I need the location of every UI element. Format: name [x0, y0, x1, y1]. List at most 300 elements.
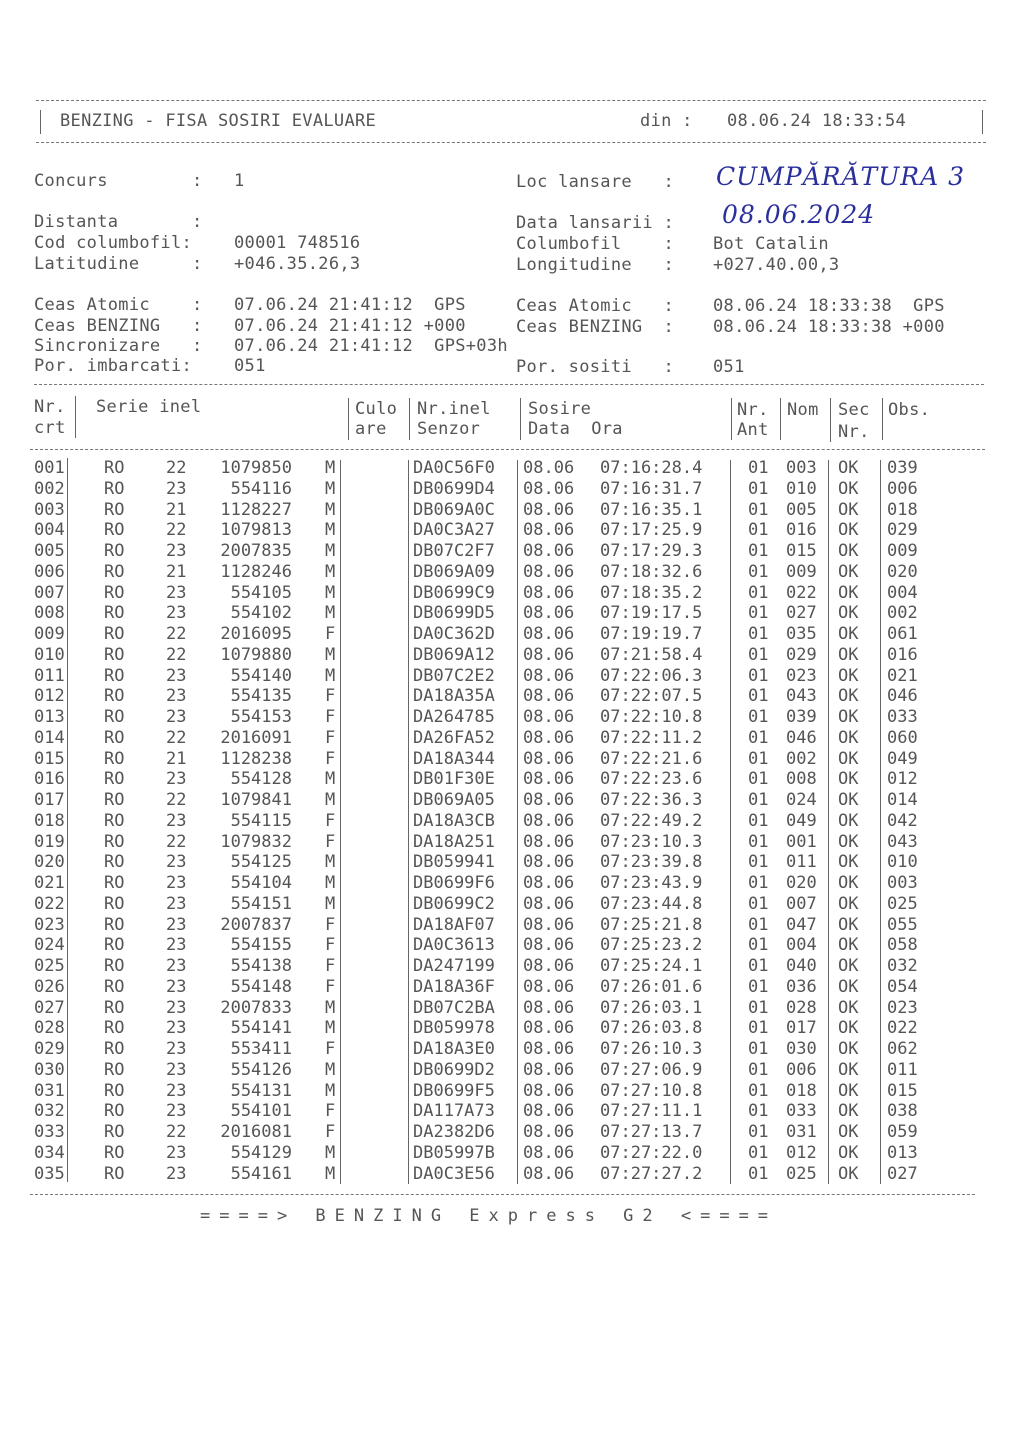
- cell-data: 08.06: [523, 1018, 575, 1039]
- cell-sec: OK: [838, 1101, 859, 1122]
- cell-sex: M: [325, 852, 336, 873]
- cell-nom: 023: [786, 665, 817, 686]
- cell-senzor: DB0699D4: [413, 478, 495, 499]
- table-row: [0, 790, 1024, 811]
- header-left-bar: [40, 110, 41, 134]
- cell-sec: OK: [838, 665, 859, 686]
- cell-senzor: DA0C3E56: [413, 1163, 495, 1184]
- cell-nr: 006: [34, 561, 65, 582]
- cell-sex: M: [325, 458, 336, 478]
- cell-nr: 035: [34, 1163, 65, 1184]
- cell-an: 23: [166, 810, 187, 831]
- cell-inel: 2016081: [220, 1122, 292, 1142]
- ceas-benzing-label: Ceas BENZING :: [34, 316, 203, 336]
- cell-ora: 07:23:44.8: [600, 893, 703, 914]
- hdr-sep-7: [830, 398, 831, 442]
- cell-obs: 032: [887, 956, 918, 976]
- cell-sec: OK: [838, 603, 859, 624]
- cell-nom: 003: [786, 458, 817, 478]
- cell-inel: 1079880: [220, 644, 292, 665]
- cell-nr: 029: [34, 1039, 65, 1059]
- cell-ant: 01: [748, 769, 769, 790]
- table-row: [0, 873, 1024, 894]
- cell-sec: OK: [838, 769, 859, 790]
- cell-senzor: DB0699D5: [413, 603, 495, 624]
- cell-sex: F: [325, 686, 336, 707]
- cell-senzor: DB05997B: [413, 1142, 495, 1163]
- table-row: [0, 956, 1024, 977]
- cell-nom: 024: [786, 790, 817, 810]
- cell-sec: OK: [838, 582, 859, 603]
- ceas-benzing-value: 07.06.24 21:41:12 +000: [234, 316, 466, 336]
- cell-nr: 003: [34, 499, 65, 520]
- cell-ora: 07:16:28.4: [600, 458, 703, 478]
- cell-obs: 021: [887, 665, 918, 686]
- cell-ora: 07:26:01.6: [600, 976, 703, 997]
- cell-data: 08.06: [523, 914, 575, 935]
- cell-ant: 01: [748, 1163, 769, 1184]
- cell-sec: OK: [838, 748, 859, 769]
- imbarcati-value: 051: [234, 356, 266, 376]
- ceas-atomic-label-2: Ceas Atomic :: [516, 296, 675, 316]
- col-sec-1: Sec: [838, 400, 870, 420]
- body-sep-4: [517, 460, 518, 1184]
- cell-sex: F: [325, 935, 336, 956]
- concurs-value: 1: [234, 171, 245, 191]
- cell-obs: 038: [887, 1101, 918, 1122]
- cell-nr: 022: [34, 893, 65, 914]
- cell-nom: 011: [786, 852, 817, 873]
- cell-nr: 021: [34, 873, 65, 893]
- table-row: [0, 728, 1024, 749]
- cell-an: 23: [166, 997, 187, 1018]
- cell-data: 08.06: [523, 893, 575, 914]
- cell-sex: M: [325, 1018, 336, 1039]
- cell-sex: M: [325, 1163, 336, 1184]
- table-row: [0, 624, 1024, 645]
- cell-data: 08.06: [523, 1122, 575, 1142]
- cell-ant: 01: [748, 790, 769, 810]
- cell-ora: 07:18:32.6: [600, 561, 703, 582]
- cell-sec: OK: [838, 541, 859, 561]
- col-sosire-1: Sosire: [528, 399, 592, 419]
- body-sep-5: [730, 460, 731, 1184]
- cell-sec: OK: [838, 873, 859, 893]
- cell-data: 08.06: [523, 873, 575, 893]
- cell-senzor: DA18AF07: [413, 914, 495, 935]
- cell-senzor: DA18A251: [413, 831, 495, 852]
- cell-obs: 009: [887, 541, 918, 561]
- cell-inel: 554105: [230, 582, 292, 603]
- info-bottom-rule: [34, 384, 984, 385]
- cell-inel: 1128246: [220, 561, 292, 582]
- ceas-benzing-label-2: Ceas BENZING :: [516, 317, 675, 337]
- cell-senzor: DA0C56F0: [413, 458, 495, 478]
- cell-inel: 554102: [230, 603, 292, 624]
- cell-data: 08.06: [523, 976, 575, 997]
- cell-nr: 012: [34, 686, 65, 707]
- cell-nr: 002: [34, 478, 65, 499]
- cell-nom: 040: [786, 956, 817, 976]
- table-row: [0, 977, 1024, 998]
- cell-nr: 019: [34, 831, 65, 852]
- hdr-sep-5: [731, 398, 732, 440]
- cell-inel: 554135: [230, 686, 292, 707]
- cell-obs: 043: [887, 831, 918, 852]
- cell-data: 08.06: [523, 624, 575, 644]
- cell-nr: 031: [34, 1080, 65, 1101]
- cell-obs: 020: [887, 561, 918, 582]
- cell-inel: 554155: [230, 935, 292, 956]
- cell-ora: 07:16:31.7: [600, 478, 703, 499]
- cell-data: 08.06: [523, 582, 575, 603]
- cell-an: 22: [166, 520, 187, 541]
- cell-ora: 07:17:29.3: [600, 541, 703, 561]
- cell-inel: 554161: [230, 1163, 292, 1184]
- cell-tara: RO: [104, 893, 125, 914]
- cell-ora: 07:27:06.9: [600, 1059, 703, 1080]
- cell-senzor: DB069A09: [413, 561, 495, 582]
- cell-ant: 01: [748, 852, 769, 873]
- cell-an: 23: [166, 478, 187, 499]
- loc-handwritten-value: CUMPĂRĂTURA 3: [716, 162, 966, 191]
- cell-nr: 030: [34, 1059, 65, 1080]
- cell-senzor: DB07C2BA: [413, 997, 495, 1018]
- table-row: [0, 1018, 1024, 1039]
- cell-nr: 011: [34, 665, 65, 686]
- cell-nom: 029: [786, 644, 817, 665]
- cell-tara: RO: [104, 769, 125, 790]
- cell-sec: OK: [838, 893, 859, 914]
- cell-sex: M: [325, 665, 336, 686]
- cell-sex: F: [325, 976, 336, 997]
- ceas-atomic-value: 07.06.24 21:41:12 GPS: [234, 295, 466, 315]
- cell-data: 08.06: [523, 810, 575, 831]
- cell-sex: F: [325, 831, 336, 852]
- cod-label: Cod columbofil:: [34, 233, 193, 253]
- col-obs: Obs.: [888, 400, 931, 420]
- col-nom: Nom: [787, 400, 819, 420]
- cell-inel: 554125: [230, 852, 292, 873]
- cell-ora: 07:19:17.5: [600, 603, 703, 624]
- cell-nr: 027: [34, 997, 65, 1018]
- cell-tara: RO: [104, 873, 125, 893]
- cell-ora: 07:25:24.1: [600, 956, 703, 976]
- cell-inel: 1128238: [220, 748, 292, 769]
- col-culo-2: are: [355, 419, 387, 439]
- cell-obs: 058: [887, 935, 918, 956]
- report-title: BENZING - FISA SOSIRI EVALUARE: [60, 111, 377, 131]
- cell-senzor: DA18A36F: [413, 976, 495, 997]
- table-row: [0, 1039, 1024, 1060]
- cell-senzor: DA2382D6: [413, 1122, 495, 1142]
- lat-value: +046.35.26,3: [234, 254, 361, 274]
- cell-inel: 554128: [230, 769, 292, 790]
- cell-obs: 010: [887, 852, 918, 873]
- cell-sex: F: [325, 914, 336, 935]
- cell-inel: 2007835: [220, 541, 292, 561]
- cell-nom: 022: [786, 582, 817, 603]
- cell-obs: 033: [887, 707, 918, 727]
- cell-an: 23: [166, 852, 187, 873]
- cell-ant: 01: [748, 707, 769, 727]
- cell-tara: RO: [104, 935, 125, 956]
- cell-nom: 004: [786, 935, 817, 956]
- col-inel-2: Senzor: [417, 419, 481, 439]
- cell-ora: 07:22:23.6: [600, 769, 703, 790]
- cell-ant: 01: [748, 686, 769, 707]
- cell-tara: RO: [104, 1142, 125, 1163]
- cell-sec: OK: [838, 852, 859, 873]
- table-row: [0, 1101, 1024, 1122]
- cell-ant: 01: [748, 499, 769, 520]
- cell-an: 23: [166, 914, 187, 935]
- cell-sex: F: [325, 810, 336, 831]
- cell-senzor: DA26FA52: [413, 727, 495, 748]
- cell-tara: RO: [104, 1039, 125, 1059]
- columbofil-label: Columbofil :: [516, 234, 675, 254]
- cell-obs: 062: [887, 1039, 918, 1059]
- cell-data: 08.06: [523, 707, 575, 727]
- cell-nr: 014: [34, 727, 65, 748]
- cell-nom: 012: [786, 1142, 817, 1163]
- imbarcati-label: Por. imbarcati:: [34, 356, 193, 376]
- cell-data: 08.06: [523, 1142, 575, 1163]
- concurs-label: Concurs :: [34, 171, 203, 191]
- cell-ant: 01: [748, 458, 769, 478]
- cell-inel: 553411: [230, 1039, 292, 1059]
- col-sec-2: Nr.: [838, 422, 870, 442]
- cell-sec: OK: [838, 1122, 859, 1142]
- cell-obs: 025: [887, 893, 918, 914]
- cell-inel: 2007833: [220, 997, 292, 1018]
- cell-obs: 012: [887, 769, 918, 790]
- cell-ant: 01: [748, 873, 769, 893]
- cell-obs: 022: [887, 1018, 918, 1039]
- cell-nom: 028: [786, 997, 817, 1018]
- cell-data: 08.06: [523, 956, 575, 976]
- cell-sex: M: [325, 582, 336, 603]
- cell-sex: M: [325, 873, 336, 893]
- cell-nr: 010: [34, 644, 65, 665]
- cell-nom: 047: [786, 914, 817, 935]
- cell-ora: 07:25:23.2: [600, 935, 703, 956]
- cell-tara: RO: [104, 665, 125, 686]
- cell-sex: M: [325, 478, 336, 499]
- table-row: [0, 707, 1024, 728]
- cell-sec: OK: [838, 976, 859, 997]
- cell-data: 08.06: [523, 790, 575, 810]
- cell-obs: 039: [887, 458, 918, 478]
- hdr-sep-2: [348, 398, 349, 440]
- cell-ant: 01: [748, 935, 769, 956]
- body-sep-2: [340, 460, 341, 1184]
- cell-tara: RO: [104, 603, 125, 624]
- cell-ant: 01: [748, 665, 769, 686]
- cell-senzor: DA18A3E0: [413, 1039, 495, 1059]
- cell-sec: OK: [838, 561, 859, 582]
- table-row: [0, 562, 1024, 583]
- cell-senzor: DA18A35A: [413, 686, 495, 707]
- cell-nom: 025: [786, 1163, 817, 1184]
- col-ant-1: Nr.: [737, 400, 769, 420]
- cell-an: 22: [166, 790, 187, 810]
- cell-an: 22: [166, 644, 187, 665]
- cell-sec: OK: [838, 1018, 859, 1039]
- lat-label: Latitudine :: [34, 254, 203, 274]
- table-row: [0, 935, 1024, 956]
- cell-sex: M: [325, 1142, 336, 1163]
- cell-obs: 002: [887, 603, 918, 624]
- cell-ant: 01: [748, 1101, 769, 1122]
- cell-sec: OK: [838, 1163, 859, 1184]
- cell-sec: OK: [838, 810, 859, 831]
- table-row: [0, 666, 1024, 687]
- cell-nom: 015: [786, 541, 817, 561]
- table-row: [0, 852, 1024, 873]
- cell-nom: 007: [786, 893, 817, 914]
- cell-tara: RO: [104, 644, 125, 665]
- long-value: +027.40.00,3: [713, 255, 840, 275]
- cell-ant: 01: [748, 541, 769, 561]
- cell-nom: 049: [786, 810, 817, 831]
- cell-senzor: DB069A0C: [413, 499, 495, 520]
- hdr-sep-6: [780, 398, 781, 440]
- cell-ora: 07:27:10.8: [600, 1080, 703, 1101]
- cell-sex: F: [325, 1122, 336, 1142]
- cell-ora: 07:27:22.0: [600, 1142, 703, 1163]
- cell-senzor: DA0C3A27: [413, 520, 495, 541]
- cell-ant: 01: [748, 997, 769, 1018]
- cell-an: 23: [166, 686, 187, 707]
- cell-tara: RO: [104, 582, 125, 603]
- cell-nom: 046: [786, 727, 817, 748]
- table-row: [0, 998, 1024, 1019]
- cell-sec: OK: [838, 499, 859, 520]
- cell-nom: 008: [786, 769, 817, 790]
- cell-an: 23: [166, 707, 187, 727]
- hdr-sep-1: [75, 396, 76, 438]
- cell-ora: 07:19:19.7: [600, 624, 703, 644]
- cell-sex: M: [325, 541, 336, 561]
- cell-ant: 01: [748, 1142, 769, 1163]
- cell-inel: 554151: [230, 893, 292, 914]
- cell-an: 22: [166, 727, 187, 748]
- cell-ant: 01: [748, 582, 769, 603]
- ceas-atomic-label: Ceas Atomic :: [34, 295, 203, 315]
- cell-data: 08.06: [523, 748, 575, 769]
- cell-tara: RO: [104, 997, 125, 1018]
- cell-tara: RO: [104, 956, 125, 976]
- cell-sec: OK: [838, 1059, 859, 1080]
- cell-nr: 034: [34, 1142, 65, 1163]
- cell-ant: 01: [748, 914, 769, 935]
- cell-obs: 060: [887, 727, 918, 748]
- table-row: [0, 520, 1024, 541]
- cell-tara: RO: [104, 458, 125, 478]
- cell-sex: M: [325, 769, 336, 790]
- cell-an: 23: [166, 873, 187, 893]
- cell-senzor: DB069A05: [413, 790, 495, 810]
- cell-inel: 554115: [230, 810, 292, 831]
- cell-sec: OK: [838, 997, 859, 1018]
- cell-nom: 006: [786, 1059, 817, 1080]
- cell-inel: 554116: [230, 478, 292, 499]
- cell-nom: 020: [786, 873, 817, 893]
- col-nr-2: crt: [34, 418, 66, 438]
- cell-ora: 07:27:13.7: [600, 1122, 703, 1142]
- cell-inel: 554101: [230, 1101, 292, 1122]
- cell-sec: OK: [838, 478, 859, 499]
- cell-obs: 004: [887, 582, 918, 603]
- cell-an: 23: [166, 893, 187, 914]
- table-row: [0, 749, 1024, 770]
- cell-tara: RO: [104, 1018, 125, 1039]
- cell-tara: RO: [104, 914, 125, 935]
- body-sep-1: [67, 458, 68, 1182]
- cell-data: 08.06: [523, 499, 575, 520]
- cell-ant: 01: [748, 810, 769, 831]
- cell-ora: 07:18:35.2: [600, 582, 703, 603]
- cell-an: 23: [166, 541, 187, 561]
- cell-nr: 001: [34, 458, 65, 478]
- cell-ora: 07:22:10.8: [600, 707, 703, 727]
- cell-an: 21: [166, 748, 187, 769]
- cell-sex: F: [325, 727, 336, 748]
- cell-nom: 017: [786, 1018, 817, 1039]
- cell-inel: 1079850: [220, 458, 292, 478]
- cell-an: 21: [166, 499, 187, 520]
- cell-an: 23: [166, 1080, 187, 1101]
- cell-an: 23: [166, 1018, 187, 1039]
- cell-inel: 1079841: [220, 790, 292, 810]
- cell-tara: RO: [104, 520, 125, 541]
- cell-senzor: DB07C2E2: [413, 665, 495, 686]
- cell-nom: 005: [786, 499, 817, 520]
- cell-ant: 01: [748, 727, 769, 748]
- header-top-rule: [36, 100, 986, 101]
- cell-nr: 013: [34, 707, 65, 727]
- cell-senzor: DB0699F6: [413, 873, 495, 893]
- cell-sec: OK: [838, 831, 859, 852]
- sincronizare-label: Sincronizare :: [34, 336, 203, 356]
- cell-sex: F: [325, 1101, 336, 1122]
- cell-nr: 025: [34, 956, 65, 976]
- cell-nr: 009: [34, 624, 65, 644]
- cell-obs: 018: [887, 499, 918, 520]
- cell-senzor: DA247199: [413, 956, 495, 976]
- table-row: [0, 915, 1024, 936]
- cell-nom: 035: [786, 624, 817, 644]
- cell-ant: 01: [748, 1059, 769, 1080]
- cell-an: 23: [166, 1142, 187, 1163]
- ceas-benzing-value-2: 08.06.24 18:33:38 +000: [713, 317, 945, 337]
- cell-ant: 01: [748, 956, 769, 976]
- cell-sex: F: [325, 624, 336, 644]
- columbofil-value: Bot Catalin: [713, 234, 829, 254]
- table-row: [0, 1143, 1024, 1164]
- cell-nr: 018: [34, 810, 65, 831]
- cell-nr: 016: [34, 769, 65, 790]
- cell-data: 08.06: [523, 1059, 575, 1080]
- cell-obs: 014: [887, 790, 918, 810]
- cell-nr: 024: [34, 935, 65, 956]
- cell-sex: F: [325, 956, 336, 976]
- cell-inel: 1128227: [220, 499, 292, 520]
- cell-ant: 01: [748, 1080, 769, 1101]
- cell-sec: OK: [838, 644, 859, 665]
- cell-an: 22: [166, 831, 187, 852]
